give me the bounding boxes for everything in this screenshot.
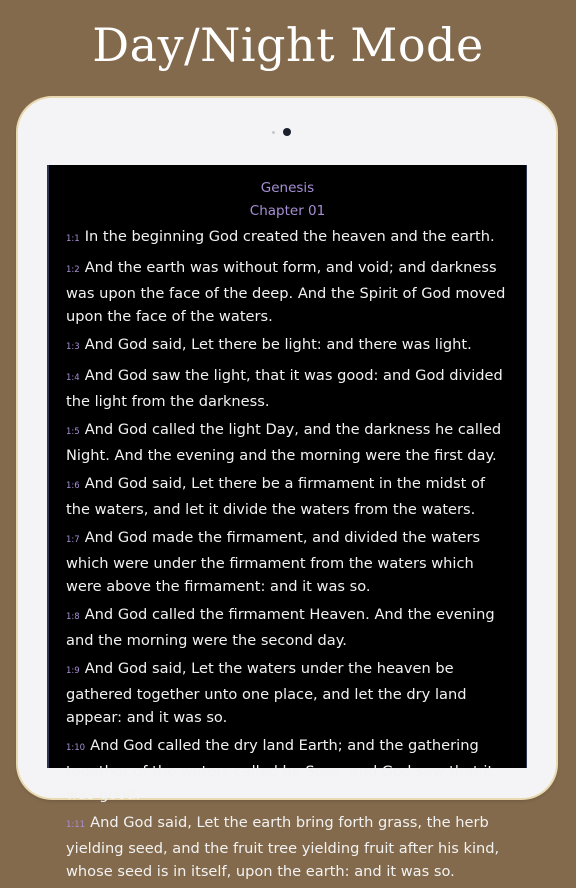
verse-text: And the earth was without form, and void; and darkness was upon the face of the deep. And the Spirit of God moved upon the face of the waters.: [66, 259, 506, 325]
verse[interactable]: [66, 364, 508, 413]
headline: Day/Night Mode: [92, 18, 484, 72]
verse-text: And God said, Let the waters under the heaven be gathered together unto one place, and let the dry land appear: and it was so.: [66, 660, 467, 726]
verse-number: 1:5: [66, 427, 80, 437]
verse[interactable]: [66, 603, 508, 652]
verse-list[interactable]: [66, 225, 508, 888]
verse-number: 1:4: [66, 373, 80, 383]
front-sensor: [272, 131, 275, 134]
verse-text: And God said, Let there be light: and there was light.: [84, 336, 472, 353]
verse-number: 1:9: [66, 666, 80, 676]
verse[interactable]: [66, 472, 508, 521]
verse[interactable]: [66, 657, 508, 729]
verse-text: And God saw the light, that it was good: and God divided the light from the darkness.: [66, 367, 503, 410]
verse-text: And God called the firmament Heaven. And the evening and the morning were the second day.: [66, 606, 495, 649]
verse-text: In the beginning God created the heaven and the earth.: [84, 228, 495, 245]
verse-number: 1:2: [66, 265, 80, 275]
front-camera: [283, 128, 291, 136]
verse-number: 1:10: [66, 743, 86, 753]
verse-number: 1:1: [66, 234, 80, 244]
verse[interactable]: [66, 225, 508, 251]
verse-text: And God made the firmament, and divided the waters which were under the firmament from the waters which were above the firmament: and it was so.: [66, 529, 481, 595]
verse-text: And God called the light Day, and the darkness he called Night. And the evening and the morning were the first day.: [66, 421, 502, 464]
verse[interactable]: [66, 256, 508, 328]
verse[interactable]: [66, 526, 508, 598]
book-title: Genesis: [260, 180, 315, 196]
verse[interactable]: [66, 333, 508, 359]
verse-number: 1:8: [66, 612, 80, 622]
verse-number: 1:11: [66, 820, 86, 830]
verse-text: And God called the dry land Earth; and the gathering together of the waters called he Seas: and God saw that it was good.: [66, 737, 494, 803]
verse-text: And God said, Let there be a firmament in the midst of the waters, and let it divide the waters from the waters.: [66, 475, 486, 518]
verse-text: And God said, Let the earth bring forth grass, the herb yielding seed, and the fruit tree yielding fruit after his kind, whose seed is in itself, upon the earth: and it was so.: [66, 814, 500, 880]
reader-screen[interactable]: [49, 165, 526, 880]
verse-number: 1:6: [66, 481, 80, 491]
verse[interactable]: [66, 811, 508, 883]
verse-number: 1:3: [66, 342, 80, 352]
verse-number: 1:7: [66, 535, 80, 545]
verse[interactable]: [66, 418, 508, 467]
chapter-title: Chapter 01: [249, 203, 326, 219]
verse[interactable]: [66, 734, 508, 806]
